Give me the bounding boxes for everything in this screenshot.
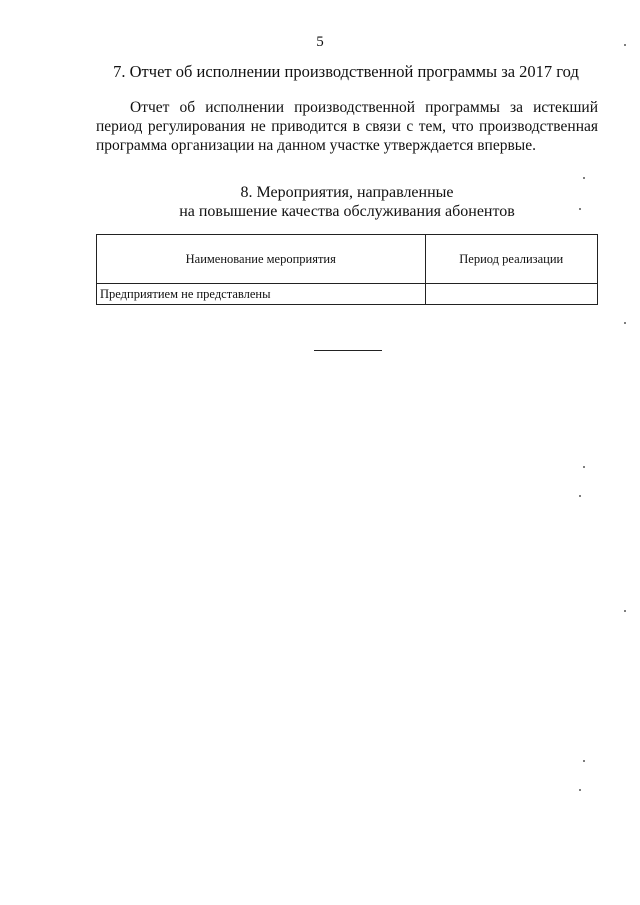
scan-speck bbox=[624, 322, 626, 324]
section-7-paragraph: Отчет об исполнении производственной программы за истекший период регулирования не приводится в связи с тем, что производственная программа организации на данном участке утверждается впервые. bbox=[96, 99, 598, 154]
table-row bbox=[97, 284, 598, 305]
section-8-title bbox=[96, 183, 598, 221]
table-cell-period bbox=[425, 284, 598, 305]
scan-speck bbox=[583, 466, 585, 468]
scan-speck bbox=[624, 610, 626, 612]
table-cell-event-name: Предприятием не представлены bbox=[97, 284, 426, 305]
scan-speck bbox=[583, 760, 585, 762]
events-table bbox=[96, 234, 598, 305]
end-of-document-rule bbox=[314, 350, 382, 351]
table-header-row bbox=[97, 235, 598, 284]
section-8-title-line-1: 8. Мероприятия, направленные bbox=[240, 184, 454, 201]
scan-speck bbox=[579, 789, 581, 791]
section-7-title: 7. Отчет об исполнении производственной программы за 2017 год bbox=[113, 62, 579, 81]
scan-speck bbox=[579, 208, 581, 210]
page-number: 5 bbox=[316, 34, 324, 50]
scan-speck bbox=[624, 44, 626, 46]
column-header-period: Период реализации bbox=[425, 235, 598, 284]
scan-speck bbox=[583, 177, 585, 179]
section-8-title-line-2: на повышение качества обслуживания абонентов bbox=[179, 203, 515, 220]
scan-speck bbox=[579, 495, 581, 497]
column-header-event-name: Наименование мероприятия bbox=[97, 235, 426, 284]
